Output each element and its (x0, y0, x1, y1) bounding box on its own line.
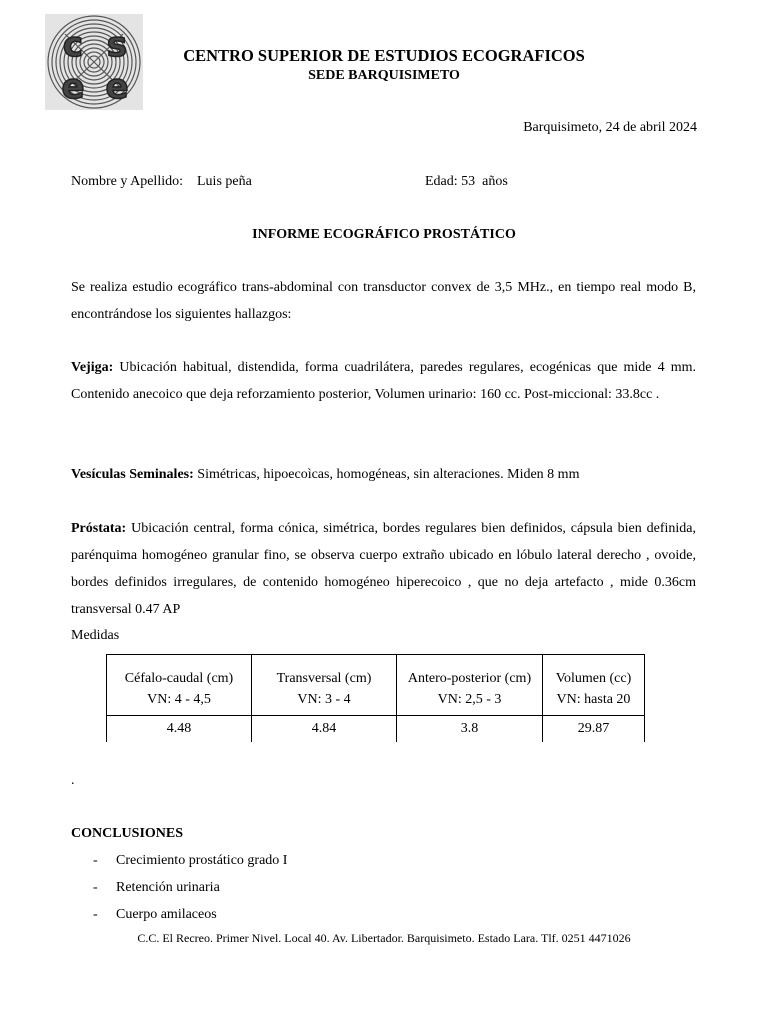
list-item (93, 880, 220, 896)
value-transversal: 4.84 (252, 716, 397, 743)
age-value: 53 (461, 174, 476, 189)
prostata-paragraph (71, 515, 696, 623)
conclusion-3: Cuerpo amilaceos (116, 907, 217, 922)
header-cefalo-caudal: Céfalo-caudal (cm) (107, 655, 252, 691)
medidas-label: Medidas (71, 628, 120, 643)
bullet-dash: - (93, 880, 98, 895)
name-label: Nombre y Apellido: (71, 174, 183, 189)
report-title: INFORME ECOGRÁFICO PROSTÁTICO (252, 227, 516, 242)
intro-paragraph: Se realiza estudio ecográfico trans-abdominal con transductor convex de 3,5 MHz., en tiempo real modo B, encontrándose los siguientes hallazgos: (71, 280, 696, 322)
age-unit: años (482, 174, 508, 189)
value-cefalo-caudal: 4.48 (107, 716, 252, 743)
conclusion-2: Retención urinaria (116, 880, 220, 895)
bullet-dash: - (93, 907, 98, 922)
report-date: Barquisimeto, 24 de abril 2024 (523, 120, 697, 135)
list-item (93, 853, 287, 869)
vn-volumen: VN: hasta 20 (543, 690, 645, 716)
vejiga-paragraph (71, 354, 696, 408)
table-normal-values-row (107, 690, 645, 716)
logo-letter-1: c (62, 25, 84, 65)
vesiculas-label: Vesículas Seminales: (71, 467, 194, 482)
vesiculas-paragraph (71, 461, 696, 488)
header-antero-posterior: Antero-posterior (cm) (397, 655, 543, 691)
prostata-text: Ubicación central, forma cónica, simétrica, bordes regulares bien definidos, cápsula bien definida, parénquima homogéneo granular fino, se observa cuerpo extraño ubicado en lóbulo lateral derecho , ovoide, bordes definidos irregulares, de contenido homogéneo hiperecoico , que no deja artefacto , mide 0.36cm transversal 0.47 AP (71, 521, 696, 617)
vn-antero-posterior: VN: 2,5 - 3 (397, 690, 543, 716)
bullet-dash: - (93, 853, 98, 868)
measurements-table (106, 654, 645, 742)
vejiga-text: Ubicación habitual, distendida, forma cuadrilátera, paredes regulares, ecogénicas que mide 4 mm. Contenido anecoico que deja reforzamiento posterior, Volumen urinario: 160 cc. Post-miccional: 33.8cc . (71, 360, 696, 402)
logo-letter-3: e (61, 67, 85, 107)
table-values-row (107, 716, 645, 743)
patient-age-row (425, 174, 508, 190)
logo-letter-4: e (105, 67, 129, 107)
vejiga-label: Vejiga: (71, 360, 114, 375)
logo-graphic (45, 14, 143, 110)
stray-dot: . (71, 773, 75, 788)
vn-transversal: VN: 3 - 4 (252, 690, 397, 716)
prostata-label: Próstata: (71, 521, 127, 536)
list-item (93, 907, 217, 923)
branch-name: SEDE BARQUISIMETO (308, 68, 460, 83)
value-antero-posterior: 3.8 (397, 716, 543, 743)
vn-cefalo-caudal: VN: 4 - 4,5 (107, 690, 252, 716)
logo (45, 14, 143, 110)
header-transversal: Transversal (cm) (252, 655, 397, 691)
table-header-row (107, 655, 645, 691)
conclusions-title: CONCLUSIONES (71, 826, 184, 841)
org-name: CENTRO SUPERIOR DE ESTUDIOS ECOGRAFICOS (183, 46, 585, 65)
value-volumen: 29.87 (543, 716, 645, 743)
conclusion-1: Crecimiento prostático grado I (116, 853, 288, 868)
patient-name-row (71, 174, 252, 190)
vesiculas-text: Simétricas, hipoecoìcas, homogéneas, sin alteraciones. Miden 8 mm (193, 467, 580, 482)
logo-letter-2: s (106, 25, 128, 65)
age-label: Edad: (425, 174, 458, 189)
name-value: Luis peña (197, 174, 252, 189)
footer-address: C.C. El Recreo. Primer Nivel. Local 40. Av. Libertador. Barquisimeto. Estado Lara. Tlf. 0251 4471026 (137, 931, 631, 945)
header-volumen: Volumen (cc) (543, 655, 645, 691)
